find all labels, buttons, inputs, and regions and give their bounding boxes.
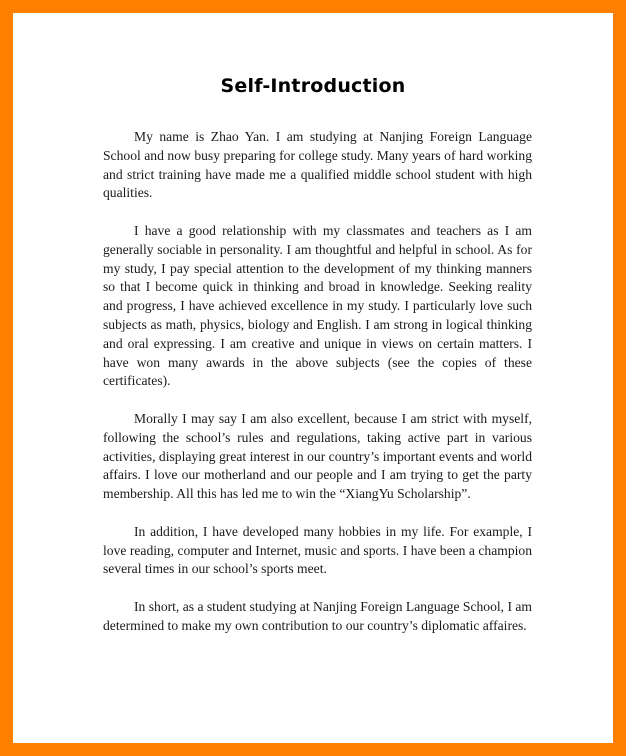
paragraph-relationships-study: I have a good relationship with my classmates and teachers as I am generally sociable in personality. I am thoughtful and helpful in school. As for my study, I pay special attention to the development of my thinking manners so that I become quick in thinking and broad in knowledge. Seeking reality and progress, I have achieved excellence in my study. I particularly love such subjects as math, physics, biology and English. I am strong in logical thinking and oral expressing. I am creative and unique in views on certain matters. I have won many awards in the above subjects (see the copies of these certificates).: [103, 222, 532, 389]
document-body: [103, 128, 532, 654]
document-title: Self-Introduction: [220, 75, 406, 97]
document-page: [13, 13, 613, 743]
paragraph-hobbies: In addition, I have developed many hobbies in my life. For example, I love reading, computer and Internet, music and sports. I have been a champion several times in our school’s sports meet.: [103, 523, 532, 577]
paragraph-morality: Morally I may say I am also excellent, because I am strict with myself, following the school’s rules and regulations, taking active part in various activities, displaying great interest in our country’s important events and world affairs. I love our motherland and our people and I am trying to get the party membership. All this has led me to win the “XiangYu Scholarship”.: [103, 410, 532, 502]
paragraph-conclusion: In short, as a student studying at Nanjing Foreign Language School, I am determined to make my own contribution to our country’s diplomatic affaires.: [103, 598, 532, 633]
paragraph-intro: My name is Zhao Yan. I am studying at Nanjing Foreign Language School and now busy preparing for college study. Many years of hard working and strict training have made me a qualified middle school student with high qualities.: [103, 129, 532, 201]
